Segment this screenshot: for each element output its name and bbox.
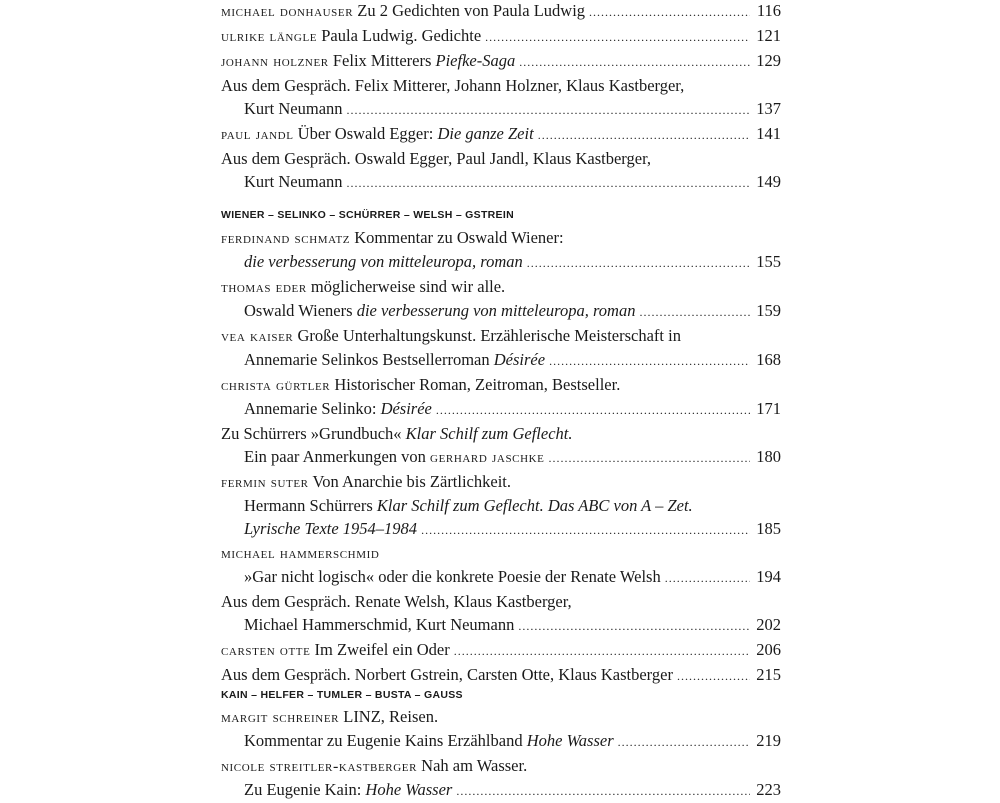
- entry-title-italic: die verbesserung von mitteleuropa, roman: [244, 252, 523, 271]
- page-number: 206: [756, 640, 781, 659]
- toc-entry[interactable]: [221, 638, 781, 663]
- toc-entry[interactable]: [221, 422, 781, 470]
- entry-title-cont: Oswald Wieners: [244, 301, 357, 320]
- entry-author: michael hammerschmid: [221, 545, 380, 562]
- dot-leader: [618, 729, 750, 754]
- page-number: 202: [756, 615, 781, 634]
- entry-title: Über Oswald Egger:: [297, 124, 438, 143]
- entry-author: vea kaiser: [221, 328, 294, 345]
- page-number: 171: [756, 399, 781, 418]
- page-number: 219: [756, 731, 781, 750]
- page-number: 223: [756, 780, 781, 799]
- dot-leader: [549, 348, 750, 373]
- toc-entry[interactable]: [221, 122, 781, 147]
- dot-leader: [677, 663, 750, 688]
- entry-title: Aus dem Gespräch. Felix Mitterer, Johann Holzner, Klaus Kastberger,: [221, 76, 685, 95]
- toc-entry[interactable]: [221, 324, 781, 373]
- entry-title-italic: die verbesserung von mitteleuropa, roman: [356, 301, 636, 320]
- dot-leader: [456, 778, 750, 803]
- page-number: 180: [756, 447, 781, 466]
- entry-author: fermin suter: [221, 474, 309, 491]
- page-number: 149: [756, 172, 781, 191]
- page-number: 159: [756, 301, 781, 320]
- toc-entry[interactable]: [221, 542, 781, 590]
- entry-title-italic: Désirée: [380, 399, 432, 418]
- entry-title: »Gar nicht logisch« oder die konkrete Poesie der Renate Welsh: [244, 567, 661, 586]
- entry-author: ferdinand schmatz: [221, 230, 351, 247]
- dot-leader: [639, 299, 750, 324]
- entry-title-cont: Michael Hammerschmid, Kurt Neumann: [244, 615, 515, 634]
- entry-title: Nah am Wasser.: [421, 756, 528, 775]
- toc-entry[interactable]: [221, 0, 781, 24]
- entry-title-italic: Hohe Wasser: [365, 780, 453, 799]
- toc-entry[interactable]: [221, 74, 781, 122]
- entry-title: Große Unterhaltungskunst. Erzählerische Meisterschaft in: [297, 326, 681, 345]
- entry-title: Aus dem Gespräch. Oswald Egger, Paul Jandl, Klaus Kastberger,: [221, 149, 652, 168]
- entry-title-cont: Kurt Neumann: [244, 99, 343, 118]
- page-number: 155: [756, 252, 781, 271]
- entry-title: Paula Ludwig. Gedichte: [321, 26, 482, 45]
- entry-title-italic: Klar Schilf zum Geflecht. Das ABC von A – Zet.: [376, 496, 693, 515]
- section-heading: WIENER – SELINKO – SCHÜRRER – WELSH – GSTREIN: [221, 209, 514, 221]
- toc-entry[interactable]: [221, 470, 781, 542]
- entry-title-italic: Piefke-Saga: [435, 51, 516, 70]
- entry-title-cont: Zu Eugenie Kain:: [244, 780, 366, 799]
- dot-leader: [485, 24, 750, 49]
- dot-leader: [538, 122, 750, 147]
- toc-entry[interactable]: [221, 49, 781, 74]
- entry-title: Aus dem Gespräch. Renate Welsh, Klaus Kastberger,: [221, 592, 572, 611]
- page-number: 168: [756, 350, 781, 369]
- entry-title: Historischer Roman, Zeitroman, Bestseller.: [334, 375, 621, 394]
- toc-entry[interactable]: [221, 24, 781, 49]
- entry-title-cont: Kurt Neumann: [244, 172, 343, 191]
- page-number: 215: [756, 665, 781, 684]
- entry-title-italic: Klar Schilf zum Geflecht.: [405, 424, 573, 443]
- toc-entry[interactable]: [221, 590, 781, 638]
- entry-title-cont: Annemarie Selinkos Bestsellerroman: [244, 350, 494, 369]
- dot-leader: [527, 250, 750, 275]
- toc-entry[interactable]: [221, 663, 781, 688]
- section-heading: KAIN – HELFER – TUMLER – BUSTA – GAUSS: [221, 689, 463, 701]
- entry-author: michael donhauser: [221, 3, 354, 20]
- entry-title-cont: Annemarie Selinko:: [244, 399, 381, 418]
- dot-leader: [421, 517, 750, 542]
- page-number: 137: [756, 99, 781, 118]
- toc-entry[interactable]: [221, 147, 781, 195]
- entry-author: ulrike längle: [221, 28, 318, 45]
- page-number: 116: [756, 1, 781, 20]
- entry-author: christa gürtler: [221, 377, 331, 394]
- toc-entry[interactable]: [221, 275, 781, 324]
- page-number: 129: [756, 51, 781, 70]
- entry-title: Im Zweifel ein Oder: [314, 640, 450, 659]
- dot-leader: [665, 565, 750, 590]
- entry-title: Felix Mitterers: [332, 51, 436, 70]
- dot-leader: [549, 445, 750, 470]
- entry-title: Von Anarchie bis Zärtlichkeit.: [312, 472, 512, 491]
- entry-author: thomas eder: [221, 279, 307, 296]
- dot-leader: [518, 613, 750, 638]
- page-number: 185: [756, 519, 781, 538]
- toc-entry[interactable]: [221, 226, 781, 275]
- toc-entry[interactable]: [221, 754, 781, 803]
- entry-title-cont: Kommentar zu Eugenie Kains Erzählband: [244, 731, 527, 750]
- entry-title: Zu 2 Gedichten von Paula Ludwig: [357, 1, 586, 20]
- entry-title: Zu Schürrers »Grundbuch«: [221, 424, 406, 443]
- entry-author: johann holzner: [221, 53, 329, 70]
- dot-leader: [436, 397, 750, 422]
- entry-author: nicole streitler-kastberger: [221, 758, 418, 775]
- dot-leader: [589, 0, 750, 24]
- entry-title: Aus dem Gespräch. Norbert Gstrein, Carsten Otte, Klaus Kastberger: [221, 665, 673, 684]
- entry-author: margit schreiner: [221, 709, 340, 726]
- page-number: 141: [756, 124, 781, 143]
- page-number: 121: [756, 26, 781, 45]
- entry-author: carsten otte: [221, 642, 311, 659]
- entry-title-italic: Hohe Wasser: [526, 731, 614, 750]
- dot-leader: [347, 170, 750, 195]
- toc-entry[interactable]: [221, 705, 781, 754]
- entry-title: LINZ, Reisen.: [343, 707, 439, 726]
- entry-author: paul jandl: [221, 126, 294, 143]
- entry-title: Kommentar zu Oswald Wiener:: [354, 228, 564, 247]
- page-number: 194: [756, 567, 781, 586]
- entry-title-italic: Die ganze Zeit: [437, 124, 534, 143]
- entry-title-italic: Lyrische Texte 1954–1984: [244, 519, 418, 538]
- entry-title: möglicherweise sind wir alle.: [310, 277, 506, 296]
- dot-leader: [347, 97, 750, 122]
- toc-entry[interactable]: [221, 373, 781, 422]
- dot-leader: [519, 49, 750, 74]
- entry-title-italic: Désirée: [493, 350, 546, 369]
- entry-title-cont: Hermann Schürrers: [244, 496, 377, 515]
- entry-author: gerhard jaschke: [430, 449, 545, 466]
- entry-title-cont: Ein paar Anmerkungen von: [244, 447, 431, 466]
- dot-leader: [454, 638, 750, 663]
